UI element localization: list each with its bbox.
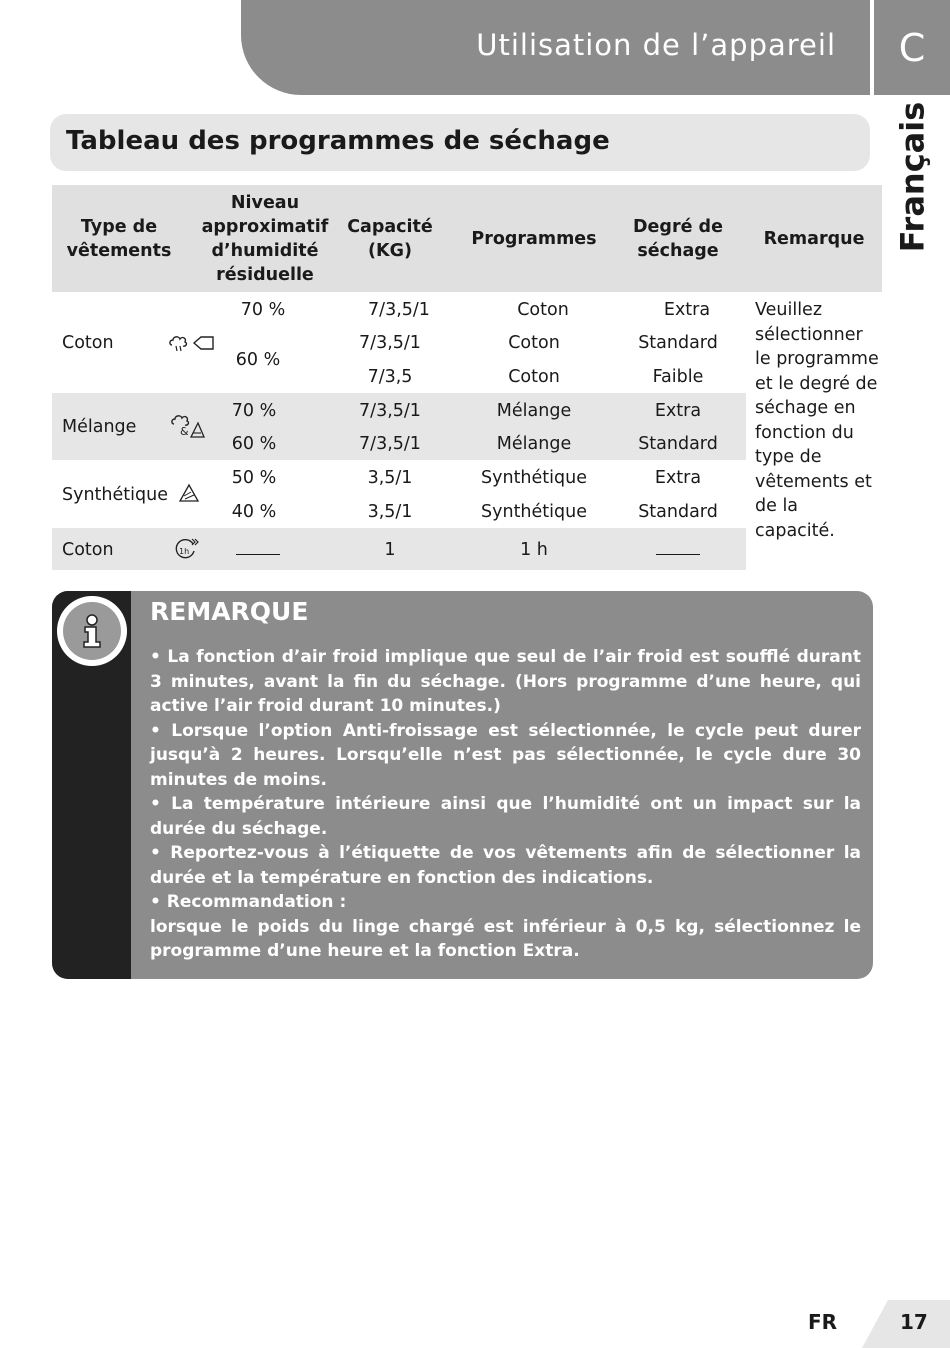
- language-tab: [880, 101, 944, 253]
- type-mixed: Mélange: [62, 417, 137, 437]
- header-degree: [618, 185, 738, 292]
- section-title: Tableau des programmes de séchage: [66, 126, 610, 156]
- header-programs-label: Programmes: [471, 228, 597, 249]
- note-paragraph: • Reportez-vous à l’étiquette de vos vêtements afin de sélectionner la durée et la température en fonction des indications.: [150, 843, 861, 888]
- page-number: 17: [900, 1310, 928, 1334]
- header-remark-label: Remarque: [763, 228, 865, 249]
- row-2-capacity: 7/3,5/1: [359, 333, 421, 353]
- svg-text:1h: 1h: [179, 547, 190, 556]
- row-8-degree-blank: [656, 540, 700, 560]
- note-paragraph: • La température intérieure ainsi que l’humidité ont un impact sur la durée du séchage.: [150, 794, 861, 839]
- synthetic-icon: [178, 483, 200, 503]
- row-4-program: Mélange: [496, 401, 572, 421]
- row-6-humidity: 50 %: [231, 468, 277, 488]
- header-type-label: Type de vêtements: [66, 216, 172, 261]
- row-5-humidity: 60 %: [231, 434, 277, 454]
- row-4-capacity: 7/3,5/1: [359, 401, 421, 421]
- row-1-program: Coton: [517, 300, 569, 320]
- header-humidity-label: Niveau approximatif d’humidité résiduelle: [201, 192, 329, 285]
- note-sidebar: [52, 591, 131, 979]
- row-8-program: 1 h: [520, 540, 548, 560]
- drying-programs-table: [52, 185, 882, 570]
- note-paragraph: • Lorsque l’option Anti-froissage est sélectionnée, le cycle peut durer jusqu’à 2 heures. Lorsqu’elle n’est pas sélectionnée, le cycle dure 30 minutes de moins.: [150, 720, 861, 790]
- cotton-icon: [168, 333, 216, 353]
- row-7-capacity: 3,5/1: [367, 502, 413, 522]
- row-3-degree: Faible: [652, 367, 704, 387]
- footer-language: FR: [808, 1310, 838, 1334]
- blank-line: [236, 541, 280, 555]
- row-8-humidity-blank: [236, 540, 280, 560]
- row-1-humidity: 70 %: [240, 300, 286, 320]
- note-paragraph: • La fonction d’air froid implique que seul de l’air froid est soufflé durant 3 minutes, avant la fin du séchage. (Hors programme d’une heure, qui active l’air froid durant 10 minutes.): [150, 647, 861, 716]
- section-title-box: [50, 114, 870, 171]
- type-synthetic: Synthétique: [62, 485, 168, 505]
- note-paragraph: • Recommandation :: [150, 892, 347, 912]
- row-2-degree: Standard: [638, 333, 718, 353]
- row-5-program: Mélange: [496, 434, 572, 454]
- language-tab-label: Français: [893, 101, 932, 253]
- header-type: [52, 185, 186, 292]
- note-box: [52, 591, 873, 979]
- header-capacity: [338, 185, 442, 292]
- header-bar: [241, 0, 870, 95]
- note-title: REMARQUE: [150, 597, 309, 626]
- row-6-degree: Extra: [654, 468, 702, 488]
- row-1-degree: Extra: [663, 300, 711, 320]
- header-programs: [460, 185, 608, 292]
- header-remark: [752, 185, 876, 292]
- row-3-program: Coton: [508, 367, 560, 387]
- row-2-humidity: 60 %: [235, 350, 281, 370]
- info-icon: [57, 596, 127, 666]
- svg-text:&: &: [180, 425, 189, 438]
- row-5-capacity: 7/3,5/1: [359, 434, 421, 454]
- header-capacity-label: Capacité (KG): [347, 216, 433, 261]
- row-7-program: Synthétique: [481, 502, 587, 522]
- row-5-degree: Standard: [638, 434, 718, 454]
- remark-text: Veuillez sélectionner le programme et le degré de séchage en fonction du type de vêtements et de la capacité.: [755, 300, 879, 541]
- row-6-capacity: 3,5/1: [367, 468, 413, 488]
- note-paragraph: lorsque le poids du linge chargé est inférieur à 0,5 kg, sélectionnez le programme d’une heure et la fonction Extra.: [150, 916, 861, 961]
- row-6-program: Synthétique: [481, 468, 587, 488]
- mixed-icon: [170, 413, 206, 441]
- type-cotton-one-hour: Coton: [62, 540, 114, 560]
- row-2-program: Coton: [508, 333, 560, 353]
- row-band-one-hour: [52, 528, 746, 570]
- header-title: Utilisation de l’appareil: [476, 28, 836, 62]
- type-cotton: Coton: [62, 333, 114, 353]
- one-hour-icon: [174, 537, 200, 561]
- table-header: [52, 185, 882, 292]
- note-body: [150, 645, 861, 964]
- row-8-capacity: 1: [384, 540, 396, 560]
- row-4-degree: Extra: [654, 401, 702, 421]
- row-1-capacity: 7/3,5/1: [368, 300, 430, 320]
- row-3-capacity: 7/3,5: [367, 367, 413, 387]
- row-7-humidity: 40 %: [231, 502, 277, 522]
- row-4-humidity: 70 %: [231, 401, 277, 421]
- header-humidity: [196, 185, 334, 292]
- section-letter: C: [874, 0, 950, 95]
- row-7-degree: Standard: [638, 502, 718, 522]
- blank-line: [656, 541, 700, 555]
- header-degree-label: Degré de séchage: [633, 216, 723, 261]
